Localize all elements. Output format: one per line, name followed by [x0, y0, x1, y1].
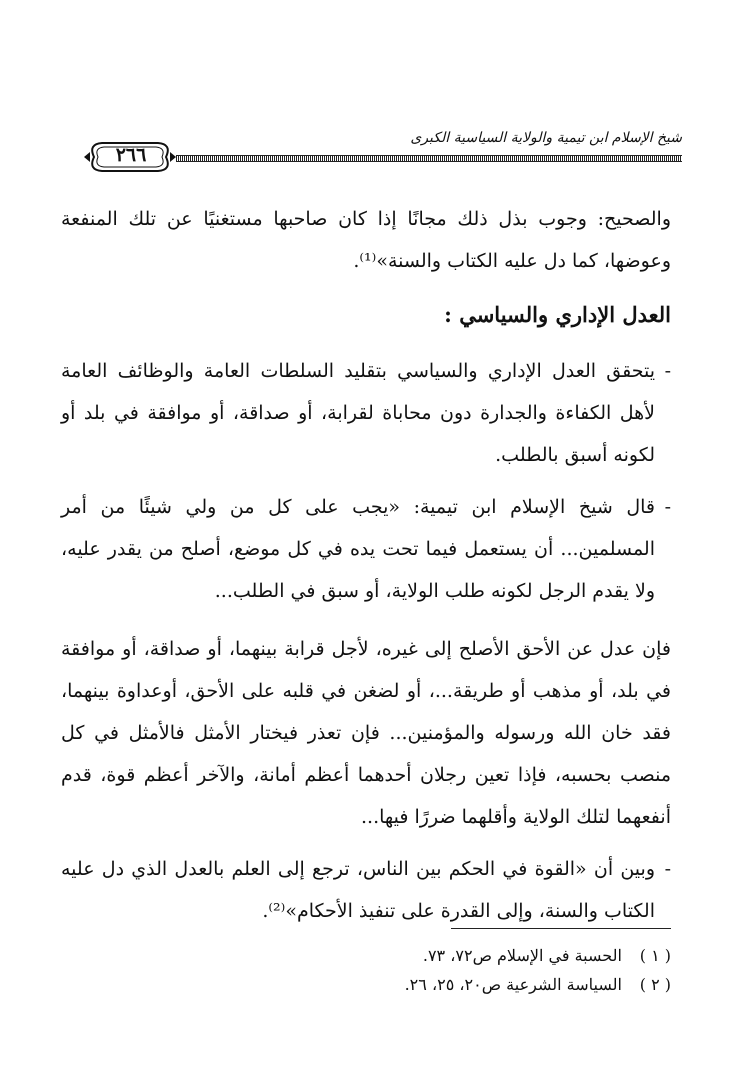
footnote: [61, 970, 671, 999]
page-header: [80, 118, 682, 178]
intro-paragraph: والصحيح: وجوب بذل ذلك مجانًا إذا كان صاحبها مستغنيًا عن تلك المنفعة وعوضها، كما دل عليه الكتاب والسنة»⁽¹⁾.: [61, 208, 671, 272]
section-heading: العدل الإداري والسياسي :: [444, 302, 671, 327]
footnote-text: السياسة الشرعية ص٢٠، ٢٥، ٢٦.: [404, 975, 622, 994]
footnote-text: الحسبة في الإسلام ص٧٢، ٧٣.: [422, 946, 622, 965]
bullet-paragraph: - وبين أن «القوة في الحكم بين الناس، ترجع إلى العلم بالعدل الذي دل عليه الكتاب والسنة، وإلى القدرة على تنفيذ الأحكام»⁽²⁾.: [61, 848, 671, 932]
page-number: ٢٦٦: [115, 144, 147, 166]
running-title: شيخ الإسلام ابن تيمية والولاية السياسية الكبرى: [410, 130, 682, 146]
bullet-paragraph: - يتحقق العدل الإداري والسياسي بتقليد السلطات العامة والوظائف العامة لأهل الكفاءة والجدارة دون محاباة لقرابة، أو صداقة، أو موافقة في بلد أو لكونه أسبق بالطلب.: [61, 350, 671, 476]
bullet-paragraph: - قال شيخ الإسلام ابن تيمية: «يجب على كل من ولي شيئًا من أمر المسلمين... أن يستعمل فيما تحت يده في كل موضع، أصلح من يقدر عليه، ولا يقدم الرجل لكونه طلب الولاية، أو سبق في الطلب...: [61, 486, 671, 612]
footnote-marker: ( ٢ ): [639, 975, 671, 994]
footnote-marker: ( ١ ): [639, 946, 671, 965]
header-rule: [176, 155, 682, 162]
quote-paragraph: فإن عدل عن الأحق الأصلح إلى غيره، لأجل قرابة بينهما، أو صداقة، أو موافقة في بلد، أو مذهب أو طريقة...، أو لضغن في قلبه على الأحق، أوعداوة بينهما، فقد خان الله ورسوله والمؤمنين... فإن تعذر فيختار الأمثل فالأمثل في كل منصب بحسبه، فإذا تعين رجلان أحدهما أعظم أمانة، والآخر أعظم قوة، قدم أنفعهما لتلك الولاية وأقلهما ضررًا فيها...: [61, 638, 671, 828]
footnote-rule: [451, 928, 671, 929]
footnote: [61, 941, 671, 970]
main-text: [61, 198, 671, 932]
footnotes: [61, 941, 671, 999]
page-number-badge: [84, 140, 176, 174]
